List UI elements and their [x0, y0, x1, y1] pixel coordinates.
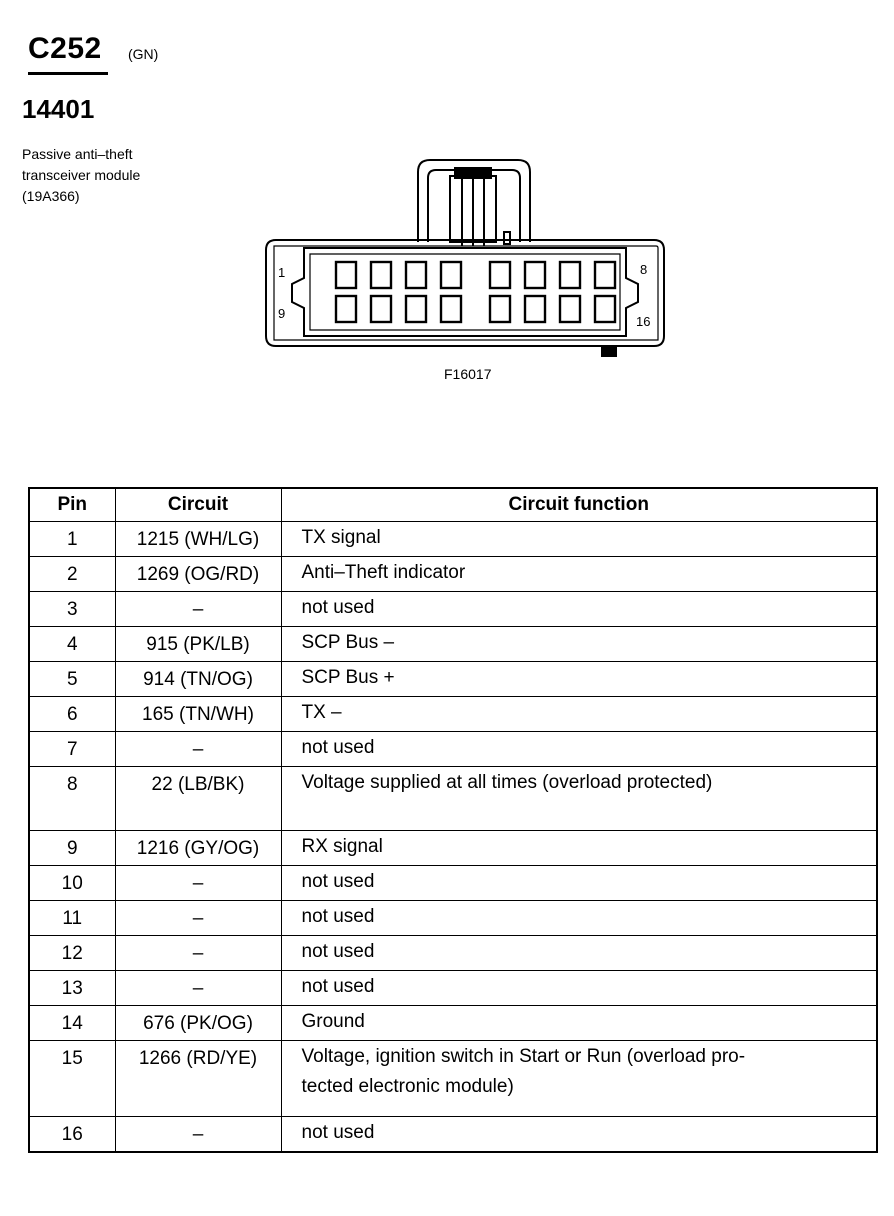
circuit-cell: 915 (PK/LB) [115, 627, 281, 662]
circuit-cell: – [115, 1117, 281, 1152]
connector-id-underline [28, 72, 108, 75]
pin-cell: 2 [29, 557, 115, 592]
pin-table [28, 487, 878, 1153]
circuit-cell: 1215 (WH/LG) [115, 522, 281, 557]
function-cell: Ground [281, 1006, 877, 1041]
connector-housing [266, 240, 664, 356]
connector-latch [418, 160, 530, 246]
header-pin: Pin [29, 488, 115, 522]
circuit-cell: – [115, 866, 281, 901]
circuit-cell: – [115, 971, 281, 1006]
function-cell: Anti–Theft indicator [281, 557, 877, 592]
function-cell: not used [281, 592, 877, 627]
pin-cell: 16 [29, 1117, 115, 1152]
pin-label-16: 16 [636, 314, 651, 329]
circuit-cell: 22 (LB/BK) [115, 767, 281, 831]
pin-label-9: 9 [278, 306, 286, 321]
module-description-line-3: (19A366) [22, 188, 80, 204]
pin-cell: 11 [29, 901, 115, 936]
circuit-cell: – [115, 732, 281, 767]
function-cell: SCP Bus – [281, 627, 877, 662]
table-row [29, 592, 877, 627]
pin-cell: 1 [29, 522, 115, 557]
function-cell: not used [281, 971, 877, 1006]
function-cell: not used [281, 866, 877, 901]
circuit-cell: 676 (PK/OG) [115, 1006, 281, 1041]
table-row [29, 936, 877, 971]
circuit-cell: – [115, 592, 281, 627]
function-cell: RX signal [281, 831, 877, 866]
connector-face-diagram [250, 150, 680, 365]
function-cell: not used [281, 936, 877, 971]
circuit-cell: 1216 (GY/OG) [115, 831, 281, 866]
table-row [29, 767, 877, 831]
function-cell: Voltage supplied at all times (overload protected) [281, 767, 877, 831]
table-row [29, 901, 877, 936]
figure-id: F16017 [444, 366, 492, 382]
table-row [29, 1117, 877, 1152]
circuit-cell: 165 (TN/WH) [115, 697, 281, 732]
pin-label-1: 1 [278, 265, 286, 280]
function-cell: not used [281, 732, 877, 767]
circuit-cell: – [115, 901, 281, 936]
connector-color: (GN) [128, 46, 159, 62]
table-row [29, 697, 877, 732]
circuit-cell: 1266 (RD/YE) [115, 1041, 281, 1117]
table-row [29, 662, 877, 697]
function-cell: not used [281, 901, 877, 936]
header-circuit: Circuit [115, 488, 281, 522]
table-row [29, 971, 877, 1006]
module-description-line-2: transceiver module [22, 167, 141, 183]
pin-label-8: 8 [640, 262, 648, 277]
pin-cavities [336, 262, 615, 322]
pin-cell: 12 [29, 936, 115, 971]
table-row [29, 557, 877, 592]
function-cell: TX signal [281, 522, 877, 557]
circuit-cell: – [115, 936, 281, 971]
function-cell: TX – [281, 697, 877, 732]
table-row [29, 1006, 877, 1041]
function-cell: not used [281, 1117, 877, 1152]
pin-cell: 13 [29, 971, 115, 1006]
pin-cell: 8 [29, 767, 115, 831]
table-header-row [29, 488, 877, 522]
header-function: Circuit function [281, 488, 877, 522]
table-row [29, 831, 877, 866]
pin-cell: 14 [29, 1006, 115, 1041]
pin-cell: 4 [29, 627, 115, 662]
table-row [29, 627, 877, 662]
function-cell: Voltage, ignition switch in Start or Run (overload pro- tected electronic module) [281, 1041, 877, 1117]
table-row [29, 522, 877, 557]
circuit-cell: 1269 (OG/RD) [115, 557, 281, 592]
pin-cell: 6 [29, 697, 115, 732]
pin-cell: 7 [29, 732, 115, 767]
connector-id: C252 [28, 32, 102, 65]
module-description [22, 144, 222, 207]
table-row [29, 866, 877, 901]
pin-cell: 10 [29, 866, 115, 901]
part-number: 14401 [22, 94, 95, 124]
pin-cell: 5 [29, 662, 115, 697]
table-row [29, 732, 877, 767]
circuit-cell: 914 (TN/OG) [115, 662, 281, 697]
function-cell: SCP Bus + [281, 662, 877, 697]
pin-cell: 9 [29, 831, 115, 866]
pin-cell: 3 [29, 592, 115, 627]
module-description-line-1: Passive anti–theft [22, 146, 133, 162]
table-row [29, 1041, 877, 1117]
pin-cell: 15 [29, 1041, 115, 1117]
